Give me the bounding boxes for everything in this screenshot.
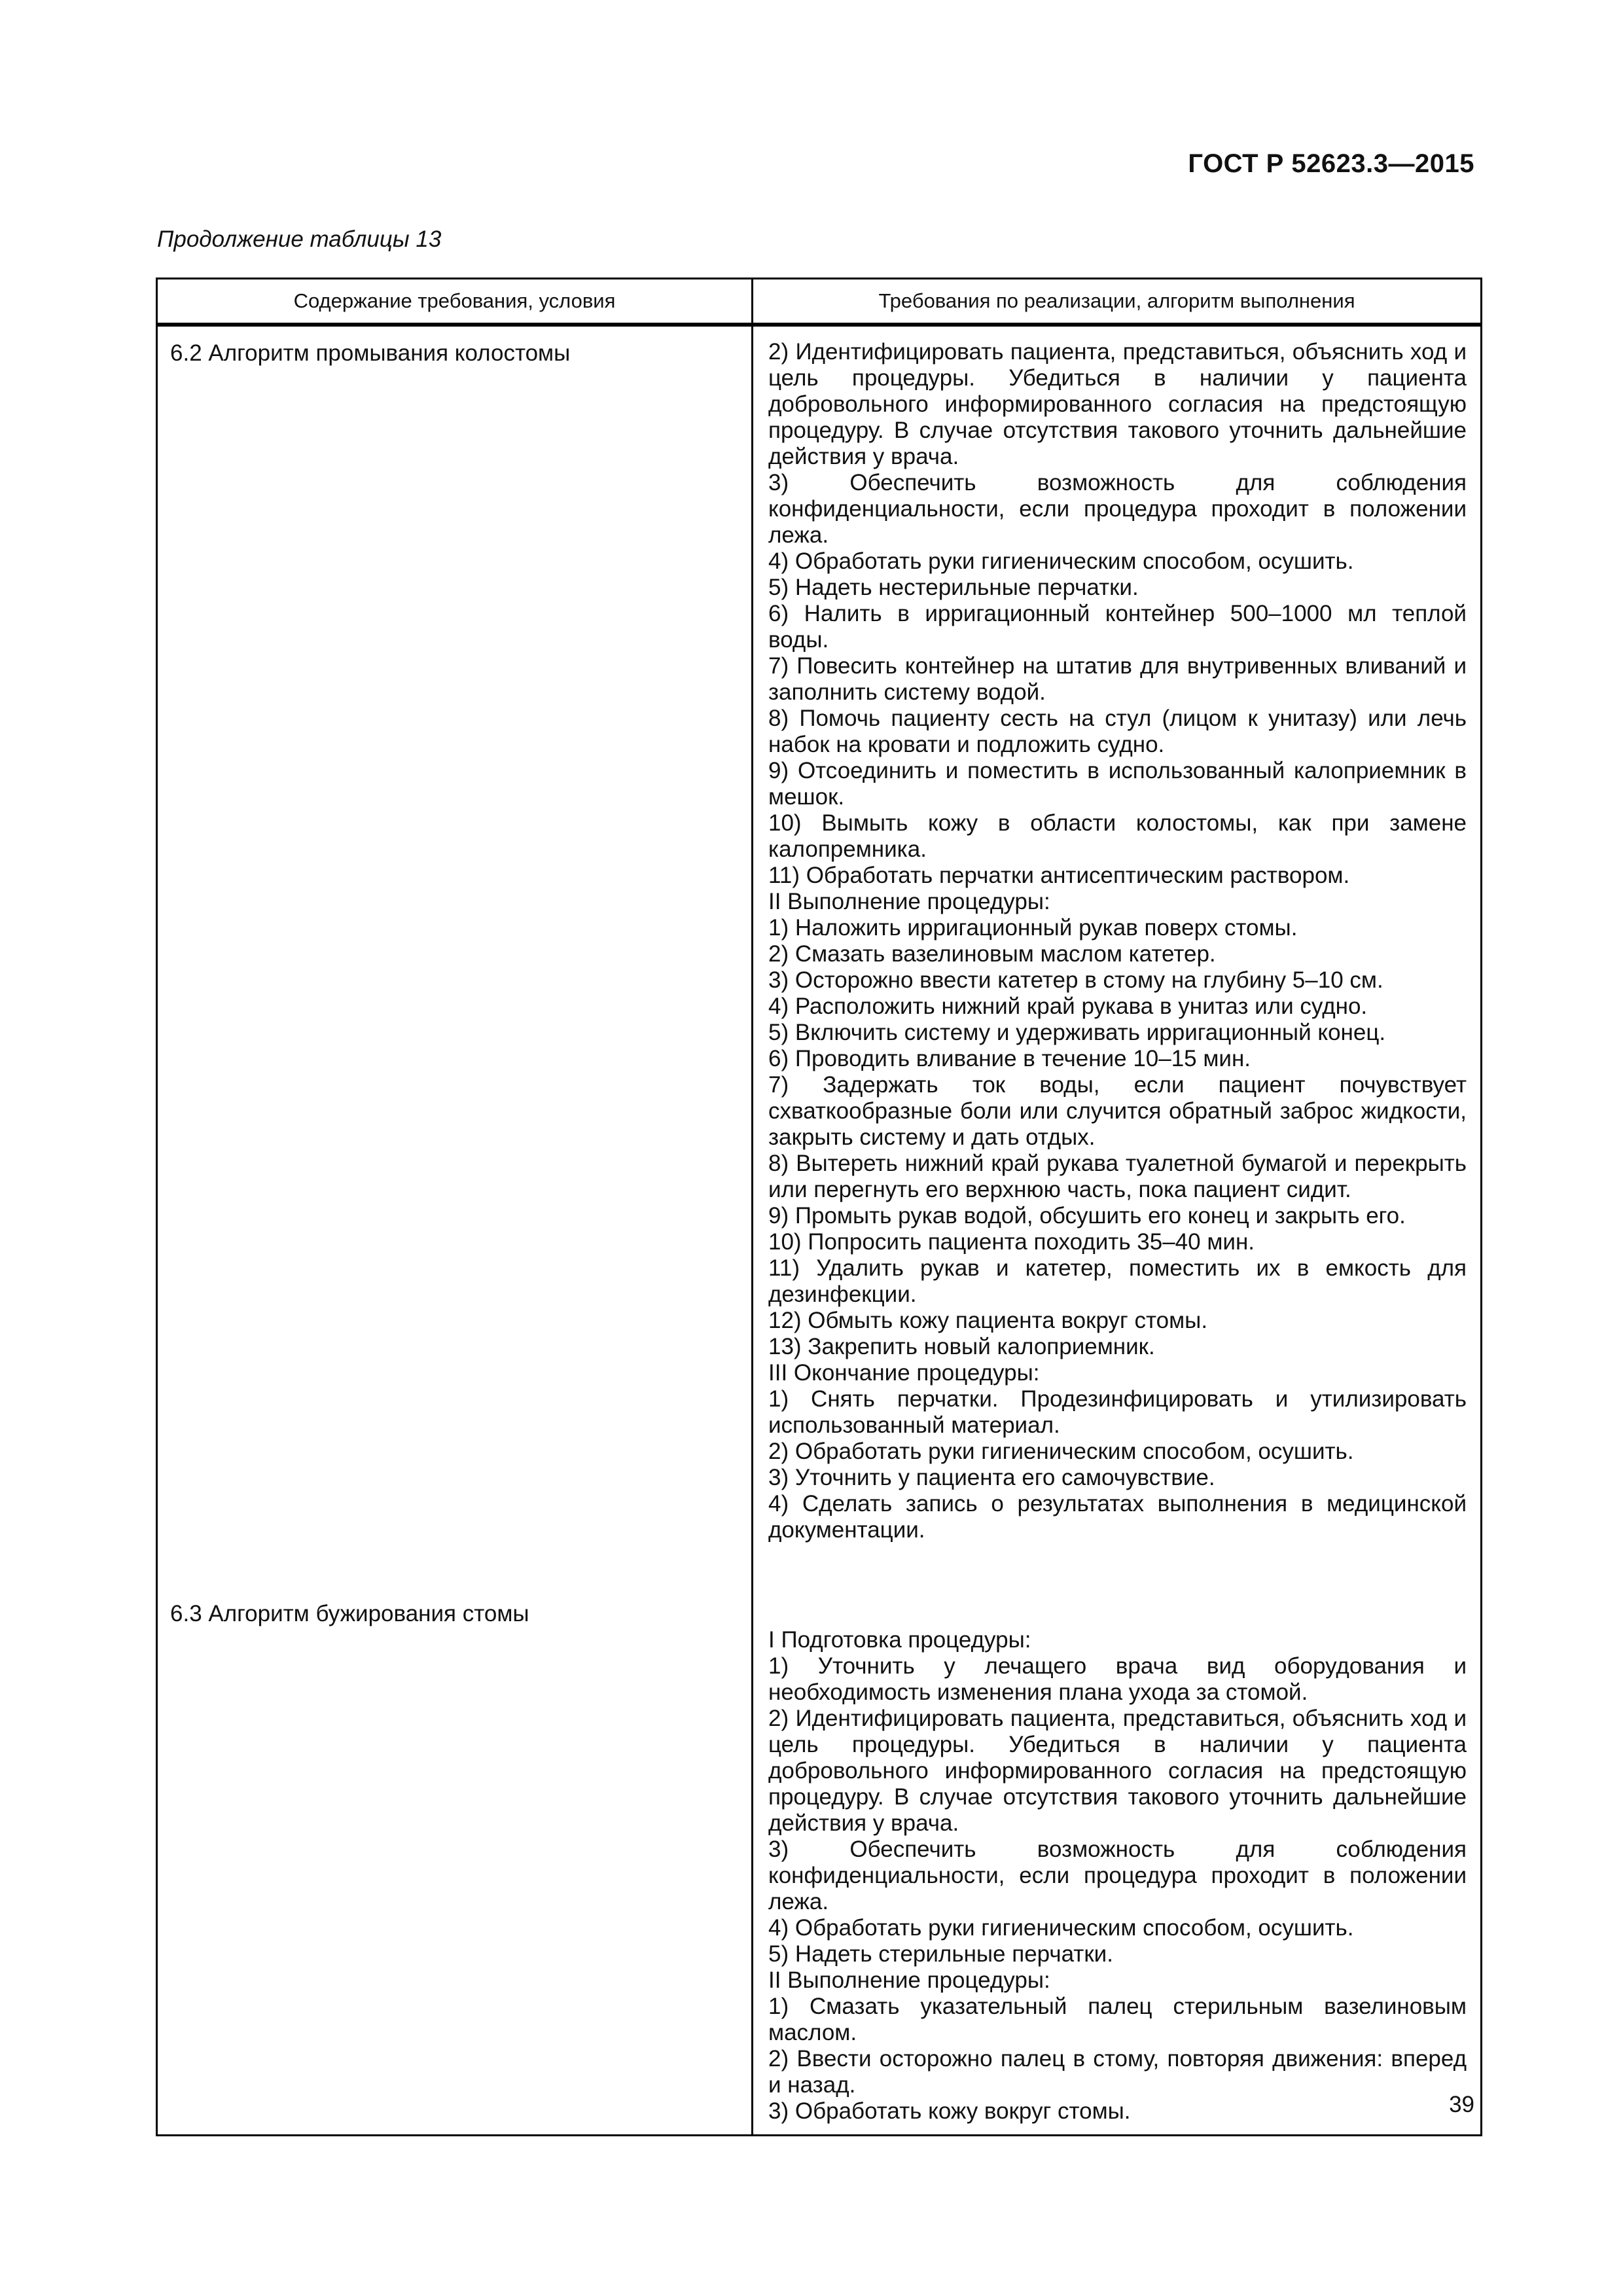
step-item: 3) Уточнить у пациента его самочувствие.: [768, 1465, 1215, 1490]
step-item: 12) Обмыть кожу пациента вокруг стомы.: [768, 1308, 1208, 1333]
step-item: 4) Расположить нижний край рукава в унитаз или судно.: [768, 994, 1368, 1019]
step-item: 3) Обработать кожу вокруг стомы.: [768, 2098, 1131, 2124]
table-row: [157, 1588, 1482, 2136]
step-item: 10) Попросить пациента походить 35–40 мин.: [768, 1229, 1255, 1255]
step-item: 10) Вымыть кожу в области колостомы, как при замене калопремника.: [768, 810, 1467, 862]
step-item: 1) Наложить ирригационный рукав поверх стомы.: [768, 915, 1298, 941]
step-item: 8) Помочь пациенту сесть на стул (лицом к унитазу) или лечь набок на кровати и подложить судно.: [768, 706, 1467, 757]
requirement-cell: [157, 1588, 753, 2136]
steps-list: [754, 327, 1480, 1588]
step-item: 5) Надеть нестерильные перчатки.: [768, 575, 1139, 600]
step-item: 4) Сделать запись о результатах выполнения в медицинской документации.: [768, 1491, 1467, 1543]
step-item: 6) Проводить вливание в течение 10–15 мин.: [768, 1046, 1251, 1071]
step-item: 1) Снять перчатки. Продезинфицировать и утилизировать использованный материал.: [768, 1386, 1467, 1438]
step-item: II Выполнение процедуры:: [768, 1967, 1050, 1993]
column-header-requirement: Содержание требования, условия: [157, 279, 753, 324]
step-item: 7) Задержать ток воды, если пациент почувствует схваткообразные боли или случится обратный заброс жидкости, закрыть систему и дать отдых.: [768, 1072, 1467, 1150]
table-row: [157, 326, 1482, 1589]
step-item: 7) Повесить контейнер на штатив для внутривенных вливаний и заполнить систему водой.: [768, 653, 1467, 705]
requirement-cell: [157, 326, 753, 1589]
requirement-text: 6.3 Алгоритм бужирования стомы: [170, 1601, 529, 1626]
step-item: 4) Обработать руки гигиеническим способом, осушить.: [768, 548, 1354, 574]
step-item: 2) Обработать руки гигиеническим способом, осушить.: [768, 1439, 1354, 1464]
step-item: 9) Отсоединить и поместить в использованный калоприемник в мешок.: [768, 758, 1467, 810]
step-item: 3) Обеспечить возможность для соблюдения конфиденциальности, если процедура проходит в положении лежа.: [768, 1837, 1467, 1914]
step-item: 6) Налить в ирригационный контейнер 500–1000 мл теплой воды.: [768, 601, 1467, 653]
step-item: 2) Идентифицировать пациента, представиться, объяснить ход и цель процедуры. Убедиться в наличии у пациента добровольного информированного согласия на предстоящую процедуру. В случае отсутствия такового уточнить дальнейшие действия у врача.: [768, 1706, 1467, 1836]
table-header-row: [157, 279, 1482, 324]
step-item: 2) Идентифицировать пациента, представиться, объяснить ход и цель процедуры. Убедиться в наличии у пациента добровольного информированного согласия на предстоящую процедуру. В случае отсутствия такового уточнить дальнейшие действия у врача.: [768, 339, 1467, 469]
step-item: 2) Смазать вазелиновым маслом катетер.: [768, 941, 1216, 967]
column-header-implementation: Требования по реализации, алгоритм выполнения: [753, 279, 1482, 324]
step-item: 9) Промыть рукав водой, обсушить его конец и закрыть его.: [768, 1203, 1406, 1229]
step-item: 5) Включить систему и удерживать ирригационный конец.: [768, 1020, 1386, 1045]
step-item: 11) Удалить рукав и катетер, поместить их в емкость для дезинфекции.: [768, 1255, 1467, 1307]
step-item: 2) Ввести осторожно палец в стому, повторяя движения: вперед и назад.: [768, 2046, 1467, 2098]
step-item: 13) Закрепить новый калоприемник.: [768, 1334, 1155, 1359]
document-code: ГОСТ Р 52623.3—2015: [1188, 149, 1474, 178]
step-item: 8) Вытереть нижний край рукава туалетной бумагой и перекрыть или перегнуть его верхнюю часть, пока пациент сидит.: [768, 1151, 1467, 1202]
requirement-text: 6.2 Алгоритм промывания колостомы: [170, 340, 571, 366]
step-item: 1) Уточнить у лечащего врача вид оборудования и необходимость изменения плана ухода за стомой.: [768, 1653, 1467, 1705]
step-item: 11) Обработать перчатки антисептическим раствором.: [768, 863, 1350, 888]
step-item: II Выполнение процедуры:: [768, 889, 1050, 914]
step-item: 1) Смазать указательный палец стерильным вазелиновым маслом.: [768, 1994, 1467, 2045]
step-item: I Подготовка процедуры:: [768, 1627, 1031, 1653]
step-item: III Окончание процедуры:: [768, 1360, 1040, 1386]
steps-cell: [753, 326, 1482, 1589]
step-item: 3) Обеспечить возможность для соблюдения конфиденциальности, если процедура проходит в положении лежа.: [768, 470, 1467, 548]
steps-list: [754, 1589, 1480, 2134]
table-caption: Продолжение таблицы 13: [157, 226, 442, 252]
page-number: 39: [1449, 2092, 1474, 2117]
steps-cell: [753, 1588, 1482, 2136]
step-item: 3) Осторожно ввести катетер в стому на глубину 5–10 см.: [768, 967, 1383, 993]
step-item: 4) Обработать руки гигиеническим способом, осушить.: [768, 1915, 1354, 1941]
step-item: 5) Надеть стерильные перчатки.: [768, 1941, 1113, 1967]
requirements-table: [156, 278, 1482, 2136]
